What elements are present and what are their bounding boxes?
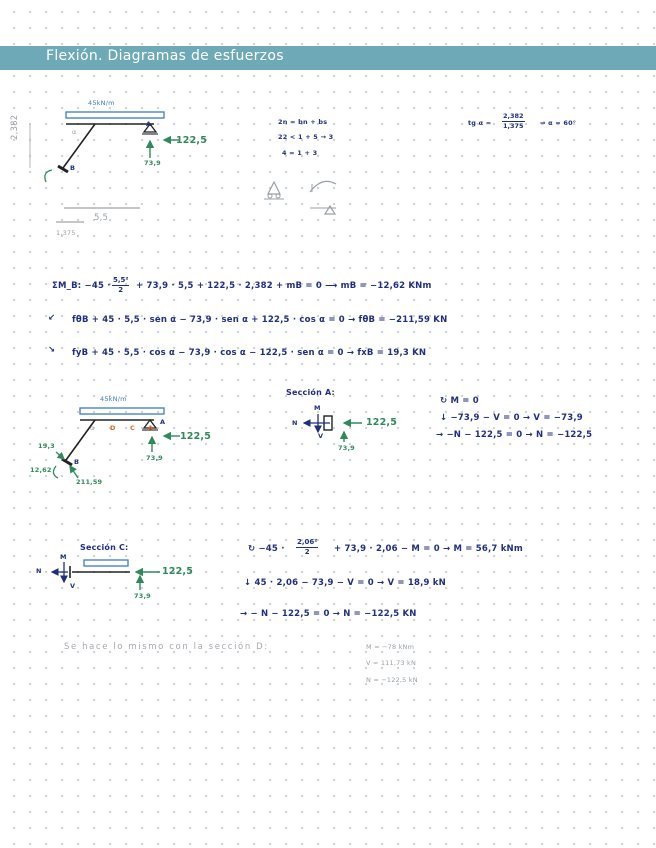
- section-c-vval: 73,9: [134, 592, 151, 600]
- moment-12-label: 12,62: [30, 466, 52, 474]
- section-c-title: Sección C:: [80, 543, 129, 552]
- section-d-n: N = −122,5 kN: [366, 676, 418, 684]
- force-211-label: 211,59: [76, 478, 103, 486]
- section-c-eq1-start: ↻ −45 ·: [248, 544, 285, 554]
- section-a-n: N: [292, 419, 298, 427]
- section-c-m: M: [60, 553, 67, 561]
- section-d-note: Se hace lo mismo con la sección D:: [64, 642, 269, 652]
- tg-lhs: tg α =: [468, 119, 492, 127]
- alpha-label-1: α: [72, 128, 77, 136]
- section-c-eq3: → − N − 122,5 = 0 → N = −122,5 KN: [240, 609, 417, 619]
- height-label: 2,382: [10, 114, 20, 140]
- eq-moment-start: ΣM_B: −45 ·: [52, 281, 111, 291]
- point-a-label-1: A: [146, 120, 152, 128]
- section-a-h: 122,5: [366, 417, 398, 428]
- tg-denominator: 1,375: [503, 122, 524, 130]
- length2-label: 1,375: [56, 229, 76, 237]
- section-c-h: 122,5: [162, 566, 194, 577]
- reaction-h-label-2: 122,5: [180, 431, 212, 442]
- tg-rhs: ⇒ α = 60°: [540, 119, 577, 127]
- eq-force-y: fyB + 45 · 5,5 · cos α − 73,9 · cos α − 122,5 · sen α = 0 → fxB = 19,3 KN: [72, 348, 427, 358]
- section-a-v: V: [318, 432, 324, 440]
- section-c-v: V: [70, 582, 76, 590]
- eq-moment-denominator: 2: [118, 286, 124, 294]
- inclined-member-1: [63, 124, 95, 168]
- load-label-2: 45kN/m: [100, 395, 127, 403]
- section-a-m: M: [314, 404, 321, 412]
- section-a-marker: A: [148, 424, 154, 432]
- tg-numerator: 2,382: [503, 112, 524, 120]
- eq-moment-fraction: [112, 276, 129, 295]
- distributed-load-2: [80, 408, 164, 414]
- eq-top-1: 2n = bn + bs: [278, 118, 328, 126]
- eq-top-3: 4 = 1 + 3: [282, 149, 318, 157]
- eq-top-2: 22 < 1 + 5 → 3: [278, 133, 334, 141]
- frame-diagram-1: [30, 112, 180, 222]
- force-19-label: 19,3: [38, 442, 55, 450]
- section-a-vval: 73,9: [338, 444, 355, 452]
- section-c-fraction: [296, 538, 318, 557]
- section-c-denominator: 2: [304, 548, 310, 556]
- section-c-sketch: [52, 560, 160, 590]
- section-a-eq1: ↻ M = 0: [440, 396, 479, 406]
- eq-force-theta: fθB + 45 · 5,5 · sen α − 73,9 · sen α + 122,5 · cos α = 0 → fθB = −211,59 KN: [72, 315, 448, 325]
- section-c-numerator: 2,06²: [297, 538, 318, 546]
- eq-moment-numerator: 5,5²: [113, 276, 129, 284]
- section-d-v: V = 111,73 kN: [366, 659, 417, 667]
- point-b-label-2: B: [74, 458, 80, 466]
- section-d-marker: D: [110, 424, 116, 432]
- section-a-title: Sección A:: [286, 388, 335, 397]
- support-sketches: [264, 181, 336, 214]
- tg-fraction: [502, 112, 525, 131]
- reaction-v-label-1: 73,9: [144, 159, 161, 167]
- section-a-eq3: → −N − 122,5 = 0 → N = −122,5: [436, 430, 593, 440]
- distributed-load-1: [66, 112, 164, 118]
- point-b-label-1: B: [70, 164, 76, 172]
- section-a-eq2: ↓ −73,9 − V = 0 → V = −73,9: [440, 413, 583, 423]
- section-d-m: M = −78 kNm: [366, 643, 415, 651]
- section-a-sketch: [304, 414, 362, 442]
- length-label: 5,5: [94, 213, 109, 223]
- eq-force-y-arrow: ↘: [48, 345, 56, 355]
- moment-b-arrow-1: [45, 170, 52, 182]
- section-c-marker: C: [130, 424, 135, 432]
- section-c-eq1-rest: + 73,9 · 2,06 − M = 0 → M = 56,7 kNm: [334, 544, 523, 554]
- point-a-label-2: A: [160, 418, 166, 426]
- load-label-1: 45kN/m: [88, 99, 115, 107]
- reaction-h-label-1: 122,5: [176, 135, 208, 146]
- eq-force-theta-arrow: ↙: [48, 313, 56, 323]
- section-c-n: N: [36, 567, 42, 575]
- section-c-eq2: ↓ 45 · 2,06 − 73,9 − V = 0 → V = 18,9 kN: [244, 578, 446, 588]
- eq-moment-rest: + 73,9 · 5,5 + 122,5 · 2,382 + mB = 0 ⟶ mB = −12,62 KNm: [136, 281, 432, 291]
- reaction-v-label-2: 73,9: [146, 454, 163, 462]
- alpha-label-2: α: [90, 424, 95, 432]
- page-title: Flexión. Diagramas de esfuerzos: [46, 48, 284, 64]
